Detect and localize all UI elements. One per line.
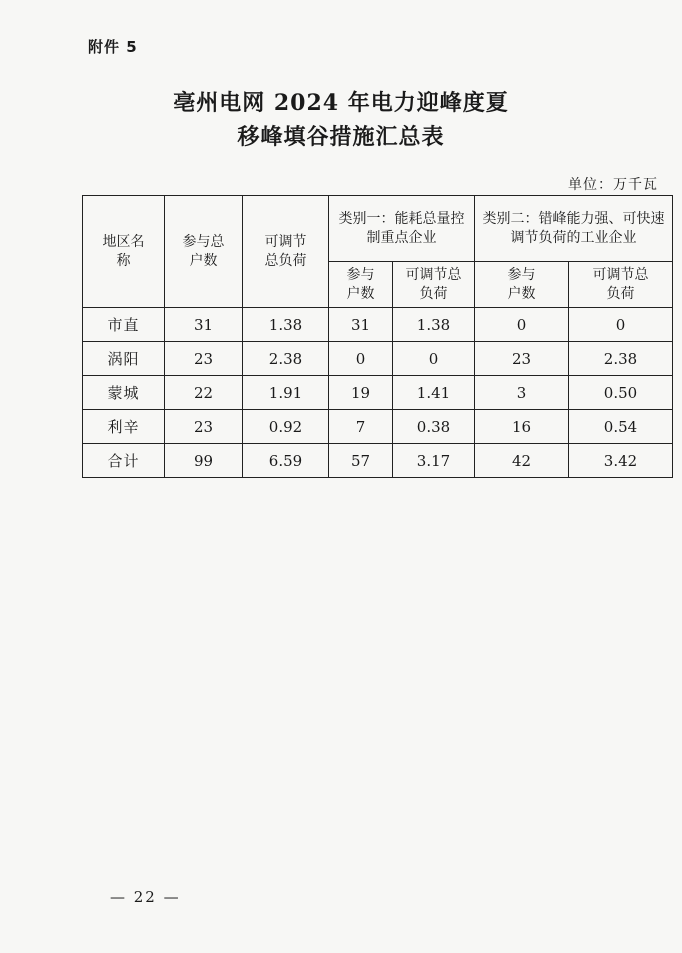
table-row (83, 342, 673, 376)
cell-c1-count: 57 (329, 444, 393, 478)
cell-c2-count: 16 (475, 410, 569, 444)
cell-total-load: 1.91 (243, 376, 329, 410)
header-region: 地区名称 (83, 196, 165, 308)
cell-c1-load: 1.38 (393, 308, 475, 342)
table-row (83, 376, 673, 410)
cell-total-load: 0.92 (243, 410, 329, 444)
table-row-total (83, 444, 673, 478)
cell-total-count: 23 (165, 342, 243, 376)
header-c1-load: 可调节总负荷 (393, 262, 475, 308)
cell-region: 涡阳 (83, 342, 165, 376)
cell-region: 市直 (83, 308, 165, 342)
cell-total-load: 2.38 (243, 342, 329, 376)
cell-region: 合计 (83, 444, 165, 478)
cell-c1-count: 31 (329, 308, 393, 342)
cell-c2-load: 3.42 (569, 444, 673, 478)
cell-c1-load: 0 (393, 342, 475, 376)
attachment-label: 附件 5 (88, 38, 138, 56)
header-total-load: 可调节总负荷 (243, 196, 329, 308)
header-category-1: 类别一：能耗总量控制重点企业 (329, 196, 475, 262)
header-row-top (83, 196, 673, 262)
header-total-count: 参与总户数 (165, 196, 243, 308)
cell-c2-load: 2.38 (569, 342, 673, 376)
header-category-2: 类别二：错峰能力强、可快速调节负荷的工业企业 (475, 196, 673, 262)
header-c1-count: 参与户数 (329, 262, 393, 308)
cell-c1-load: 1.41 (393, 376, 475, 410)
unit-label: 单位：万千瓦 (568, 177, 658, 193)
page-number: — 22 — (110, 888, 181, 906)
table-row (83, 410, 673, 444)
cell-c1-count: 0 (329, 342, 393, 376)
cell-region: 蒙城 (83, 376, 165, 410)
header-c2-count: 参与户数 (475, 262, 569, 308)
cell-c2-load: 0.50 (569, 376, 673, 410)
cell-c2-count: 3 (475, 376, 569, 410)
cell-c2-count: 0 (475, 308, 569, 342)
document-title-line2: 移峰填谷措施汇总表 (237, 124, 445, 150)
document-title-line1: 亳州电网 2024 年电力迎峰度夏 (173, 90, 509, 116)
cell-total-count: 22 (165, 376, 243, 410)
cell-c2-count: 42 (475, 444, 569, 478)
cell-c1-count: 7 (329, 410, 393, 444)
summary-table (82, 195, 673, 478)
header-c2-load: 可调节总负荷 (569, 262, 673, 308)
cell-c2-load: 0.54 (569, 410, 673, 444)
cell-region: 利辛 (83, 410, 165, 444)
cell-c1-count: 19 (329, 376, 393, 410)
cell-total-load: 1.38 (243, 308, 329, 342)
cell-total-count: 99 (165, 444, 243, 478)
cell-c2-count: 23 (475, 342, 569, 376)
cell-total-count: 23 (165, 410, 243, 444)
cell-total-load: 6.59 (243, 444, 329, 478)
cell-c2-load: 0 (569, 308, 673, 342)
cell-total-count: 31 (165, 308, 243, 342)
cell-c1-load: 3.17 (393, 444, 475, 478)
cell-c1-load: 0.38 (393, 410, 475, 444)
table-row (83, 308, 673, 342)
